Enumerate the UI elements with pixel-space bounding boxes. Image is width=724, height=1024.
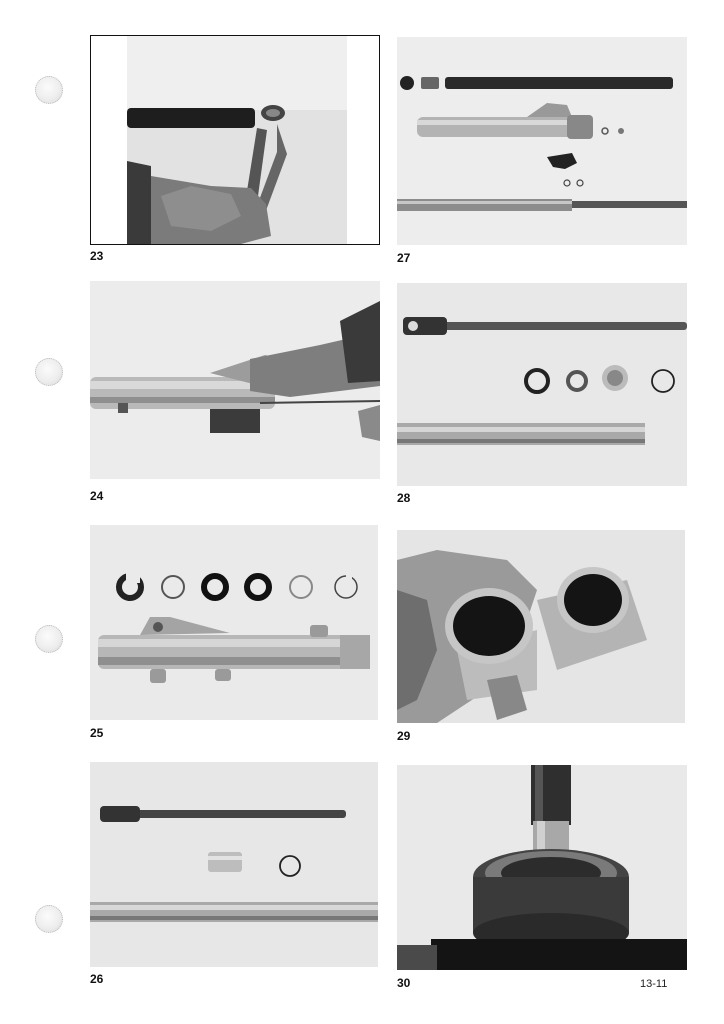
figure-28-label: 28: [397, 491, 411, 505]
figure-26-label: 26: [90, 972, 104, 986]
figure-29-label: 29: [397, 729, 411, 743]
figure-29-photo: [397, 530, 685, 723]
figure-24-label: 24: [90, 489, 104, 503]
figure-23-photo: [90, 35, 380, 245]
binder-hole-mark-3: [35, 625, 63, 653]
binder-hole-mark-1: [35, 76, 63, 104]
figure-28-photo: [397, 283, 687, 486]
binder-hole-mark-2: [35, 358, 63, 386]
figure-25-photo: [90, 525, 378, 720]
figure-30-label: 30: [397, 976, 411, 990]
figure-27-photo: [397, 37, 687, 245]
figure-27-label: 27: [397, 251, 411, 265]
binder-hole-mark-4: [35, 905, 63, 933]
figure-25-label: 25: [90, 726, 104, 740]
figure-26-photo: [90, 762, 378, 967]
figure-30-photo: [397, 765, 687, 970]
figure-24-photo: [90, 281, 380, 479]
figure-23-label: 23: [90, 249, 104, 263]
page-number: 13-11: [640, 978, 668, 990]
